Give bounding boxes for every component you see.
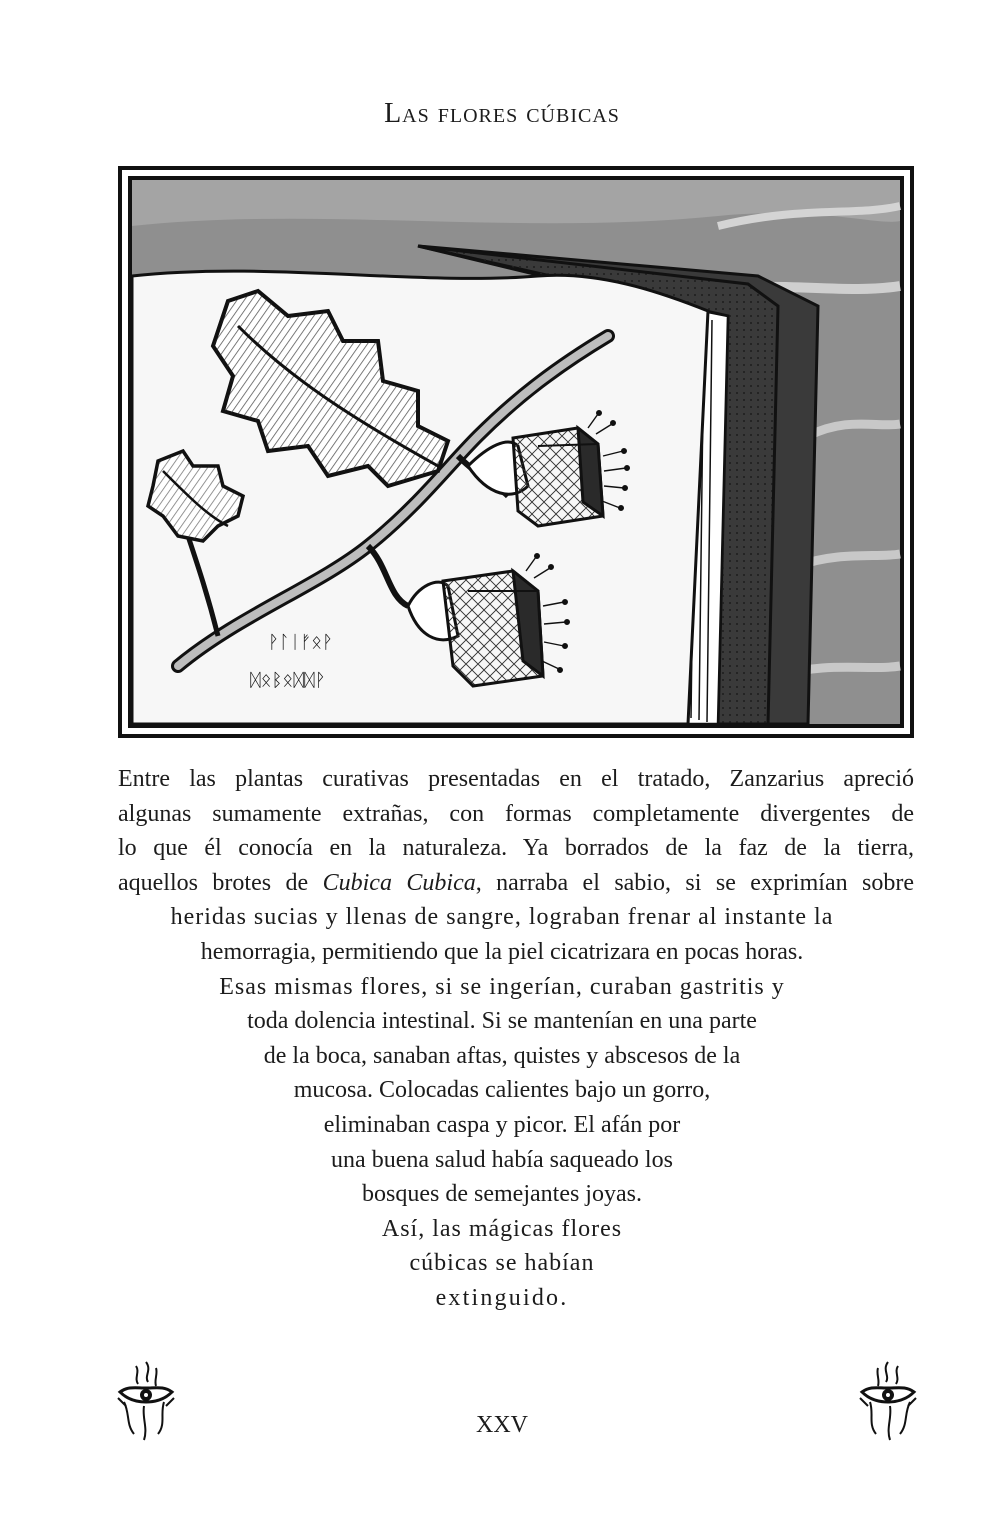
text-line: toda dolencia intestinal. Si se mantenían en una parte bbox=[247, 1008, 757, 1035]
running-title: Las flores cúbicas bbox=[384, 98, 620, 129]
text-fragment: , narraba el sabio, si se exprimían sobre bbox=[475, 869, 915, 896]
text-line: eliminaban caspa y picor. El afán por bbox=[323, 1111, 681, 1138]
book-illustration bbox=[118, 166, 914, 738]
text-line: Así, las mágicas flores bbox=[381, 1215, 623, 1242]
text-line: cúbicas se habían bbox=[409, 1250, 595, 1277]
body-text bbox=[0, 762, 1004, 1316]
text-line: hemorragia, permitiendo que la piel cicatrizara en pocas horas. bbox=[200, 938, 804, 965]
text-line: de la boca, sanaban aftas, quistes y abscesos de la bbox=[263, 1042, 741, 1069]
text-line: Entre las plantas curativas presentadas en el tratado, Zanzarius apreció bbox=[118, 766, 914, 792]
text-line: extinguido. bbox=[435, 1284, 569, 1311]
species-name: Cubica Cubica bbox=[322, 869, 476, 896]
glyph-label-top: ᚹᛚᛁᚠᛟᚹ bbox=[268, 632, 333, 653]
text-line: Esas mismas flores, si se ingerían, curaban gastritis y bbox=[219, 973, 785, 1000]
text-line: lo que él conocía en la naturaleza. Ya borrados de la faz de la tierra, bbox=[118, 835, 914, 862]
text-line bbox=[118, 866, 914, 901]
text-line: heridas sucias y llenas de sangre, lograban frenar al instante la bbox=[170, 904, 834, 931]
text-fragment: aquellos brotes de bbox=[118, 869, 309, 896]
text-line: mucosa. Colocadas calientes bajo un gorro, bbox=[293, 1077, 711, 1104]
text-line: bosques de semejantes joyas. bbox=[362, 1181, 642, 1208]
text-line: algunas sumamente extrañas, con formas completamente divergentes de bbox=[118, 800, 914, 827]
glyph-label-bottom: ᛞᛟᛒᛟᛞᛞᚹ bbox=[250, 670, 326, 691]
page-number: XXV bbox=[476, 1412, 528, 1438]
text-line: una buena salud había saqueado los bbox=[331, 1146, 673, 1173]
